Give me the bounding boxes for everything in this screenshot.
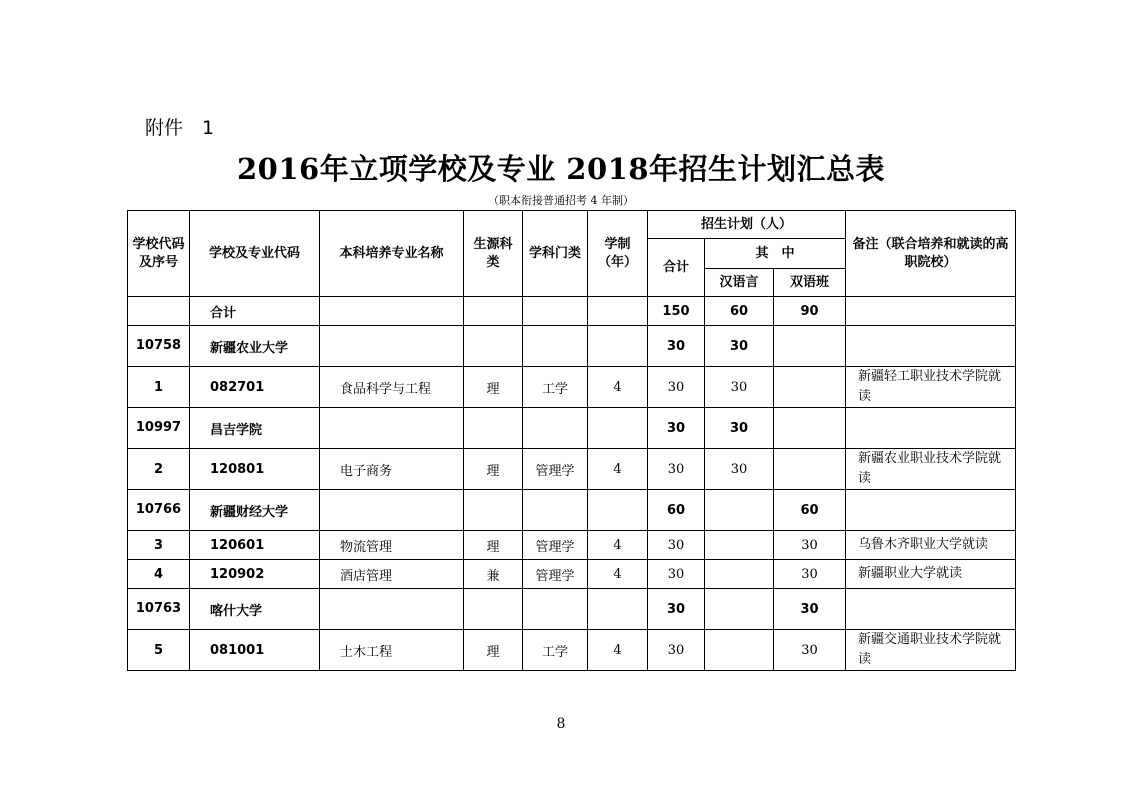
major-source: 理 — [464, 367, 523, 408]
major-total: 30 — [648, 367, 705, 408]
major-bilingual: 30 — [774, 560, 846, 589]
enrollment-plan-table — [127, 210, 1016, 671]
summary-source — [464, 297, 523, 326]
school-major-empty — [320, 408, 464, 449]
major-row — [128, 367, 1016, 408]
summary-total: 150 — [648, 297, 705, 326]
school-major-empty — [320, 490, 464, 531]
major-han: 30 — [705, 449, 774, 490]
header-source: 生源科类 — [464, 211, 523, 297]
header-plan: 招生计划（人） — [648, 211, 846, 239]
major-code: 082701 — [190, 367, 320, 408]
major-seq: 1 — [128, 367, 190, 408]
page-number: 8 — [556, 716, 566, 732]
summary-bilingual: 90 — [774, 297, 846, 326]
major-seq: 5 — [128, 630, 190, 671]
school-name: 新疆农业大学 — [190, 326, 320, 367]
major-code: 120601 — [190, 531, 320, 560]
major-years: 4 — [588, 449, 648, 490]
major-discipline: 管理学 — [523, 449, 588, 490]
school-code: 10763 — [128, 589, 190, 630]
school-remark-empty — [846, 408, 1016, 449]
school-han — [705, 490, 774, 531]
major-total: 30 — [648, 630, 705, 671]
header-total: 合计 — [648, 239, 705, 297]
major-source: 理 — [464, 531, 523, 560]
major-discipline: 管理学 — [523, 531, 588, 560]
summary-years — [588, 297, 648, 326]
major-name: 土木工程 — [320, 630, 464, 671]
major-years: 4 — [588, 630, 648, 671]
school-name: 喀什大学 — [190, 589, 320, 630]
school-years-empty — [588, 589, 648, 630]
major-name: 食品科学与工程 — [320, 367, 464, 408]
major-han — [705, 560, 774, 589]
major-name: 物流管理 — [320, 531, 464, 560]
major-name: 电子商务 — [320, 449, 464, 490]
school-major-empty — [320, 589, 464, 630]
major-source: 理 — [464, 449, 523, 490]
school-name: 新疆财经大学 — [190, 490, 320, 531]
major-code: 120801 — [190, 449, 320, 490]
summary-major — [320, 297, 464, 326]
summary-discipline — [523, 297, 588, 326]
school-han: 30 — [705, 408, 774, 449]
school-code: 10758 — [128, 326, 190, 367]
school-row — [128, 490, 1016, 531]
summary-han: 60 — [705, 297, 774, 326]
major-source: 理 — [464, 630, 523, 671]
header-han: 汉语言 — [705, 269, 774, 297]
document-title: 2016年立项学校及专业 2018年招生计划汇总表 — [236, 152, 886, 186]
school-source-empty — [464, 326, 523, 367]
major-seq: 3 — [128, 531, 190, 560]
attachment-label: 附件 1 — [145, 117, 215, 139]
major-row — [128, 630, 1016, 671]
header-bilingual: 双语班 — [774, 269, 846, 297]
school-remark-empty — [846, 490, 1016, 531]
major-remark: 新疆职业大学就读 — [846, 560, 1016, 589]
major-han — [705, 630, 774, 671]
school-bilingual — [774, 326, 846, 367]
summary-remark — [846, 297, 1016, 326]
major-total: 30 — [648, 449, 705, 490]
major-seq: 2 — [128, 449, 190, 490]
school-total: 30 — [648, 589, 705, 630]
school-code: 10997 — [128, 408, 190, 449]
school-years-empty — [588, 490, 648, 531]
major-bilingual — [774, 367, 846, 408]
school-years-empty — [588, 326, 648, 367]
major-remark: 乌鲁木齐职业大学就读 — [846, 531, 1016, 560]
header-major: 本科培养专业名称 — [320, 211, 464, 297]
school-source-empty — [464, 490, 523, 531]
major-row — [128, 449, 1016, 490]
school-remark-empty — [846, 326, 1016, 367]
major-bilingual: 30 — [774, 630, 846, 671]
school-han: 30 — [705, 326, 774, 367]
school-bilingual: 60 — [774, 490, 846, 531]
school-source-empty — [464, 589, 523, 630]
header-seq: 学校代码及序号 — [128, 211, 190, 297]
major-remark: 新疆轻工职业技术学院就读 — [846, 367, 1016, 408]
school-total: 30 — [648, 408, 705, 449]
major-discipline: 工学 — [523, 367, 588, 408]
major-name: 酒店管理 — [320, 560, 464, 589]
major-discipline: 管理学 — [523, 560, 588, 589]
school-discipline-empty — [523, 326, 588, 367]
school-discipline-empty — [523, 490, 588, 531]
school-total: 30 — [648, 326, 705, 367]
school-remark-empty — [846, 589, 1016, 630]
major-total: 30 — [648, 531, 705, 560]
header-remark: 备注（联合培养和就读的高职院校） — [846, 211, 1016, 297]
major-row — [128, 531, 1016, 560]
major-row — [128, 560, 1016, 589]
school-han — [705, 589, 774, 630]
school-bilingual — [774, 408, 846, 449]
major-remark: 新疆交通职业技术学院就读 — [846, 630, 1016, 671]
major-bilingual: 30 — [774, 531, 846, 560]
school-major-empty — [320, 326, 464, 367]
major-code: 120902 — [190, 560, 320, 589]
school-row — [128, 326, 1016, 367]
major-discipline: 工学 — [523, 630, 588, 671]
school-row — [128, 408, 1016, 449]
major-code: 081001 — [190, 630, 320, 671]
major-years: 4 — [588, 560, 648, 589]
major-seq: 4 — [128, 560, 190, 589]
major-bilingual — [774, 449, 846, 490]
major-remark: 新疆农业职业技术学院就读 — [846, 449, 1016, 490]
header-row — [128, 211, 1016, 239]
header-among: 其 中 — [705, 239, 846, 269]
major-han — [705, 531, 774, 560]
school-source-empty — [464, 408, 523, 449]
summary-label: 合计 — [190, 297, 320, 326]
major-years: 4 — [588, 367, 648, 408]
school-total: 60 — [648, 490, 705, 531]
school-discipline-empty — [523, 589, 588, 630]
major-han: 30 — [705, 367, 774, 408]
major-source: 兼 — [464, 560, 523, 589]
major-years: 4 — [588, 531, 648, 560]
header-duration: 学制（年） — [588, 211, 648, 297]
school-bilingual: 30 — [774, 589, 846, 630]
school-code: 10766 — [128, 490, 190, 531]
summary-row — [128, 297, 1016, 326]
school-discipline-empty — [523, 408, 588, 449]
summary-seq — [128, 297, 190, 326]
header-discipline: 学科门类 — [523, 211, 588, 297]
major-total: 30 — [648, 560, 705, 589]
school-row — [128, 589, 1016, 630]
header-code: 学校及专业代码 — [190, 211, 320, 297]
document-subtitle: （职本衔接普通招考 4 年制） — [488, 194, 634, 207]
school-name: 昌吉学院 — [190, 408, 320, 449]
school-years-empty — [588, 408, 648, 449]
